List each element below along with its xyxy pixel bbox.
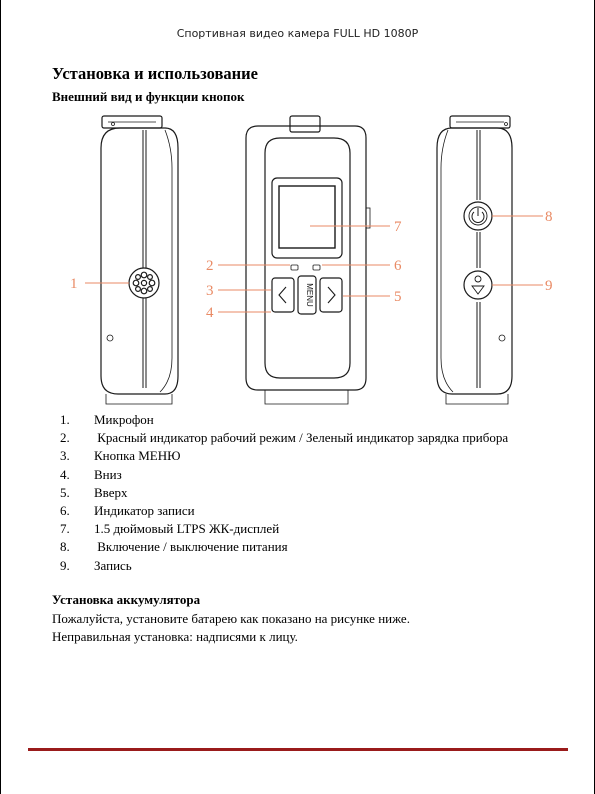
- list-item: 9. Запись: [60, 557, 132, 573]
- callout-7: 7: [394, 219, 402, 235]
- list-item: 7. 1.5 дюймовый LTPS ЖК-дисплей: [60, 521, 280, 537]
- button-function-list: [60, 411, 508, 575]
- callout-3: 3: [206, 283, 214, 299]
- callout-1: 1: [70, 276, 78, 292]
- section-subtitle: Внешний вид и функции кнопок: [52, 89, 245, 104]
- menu-button-label: MENU: [305, 283, 314, 307]
- battery-section-title: Установка аккумулятора: [52, 592, 201, 607]
- camera-left-side-view: [101, 116, 178, 404]
- list-item: 3. Кнопка МЕНЮ: [60, 448, 181, 464]
- section-title: Установка и использование: [52, 64, 258, 83]
- callout-5: 5: [394, 289, 402, 305]
- camera-drawing: [0, 108, 595, 408]
- callout-8: 8: [545, 209, 553, 225]
- record-button-icon: [464, 271, 492, 299]
- battery-instruction: Пожалуйста, установите батарею как показано на рисунке ниже.: [52, 611, 410, 626]
- callout-2: 2: [206, 258, 214, 274]
- list-item: 8. Включение / выключение питания: [60, 539, 288, 555]
- page-header: Спортивная видео камера FULL HD 1080P: [176, 27, 419, 40]
- camera-figure: [0, 108, 595, 408]
- callout-6: 6: [394, 258, 402, 274]
- list-item: 5. Вверх: [60, 484, 128, 500]
- camera-front-view: [246, 116, 370, 404]
- list-item: 6. Индикатор записи: [60, 502, 195, 518]
- down-button: [272, 278, 294, 312]
- up-button: [320, 278, 342, 312]
- microphone-icon: [129, 268, 159, 298]
- camera-right-side-view: [437, 116, 512, 404]
- footer-rule: [28, 748, 568, 751]
- battery-warning: Неправильная установка: надписями к лицу.: [52, 629, 298, 644]
- power-button-icon: [464, 202, 492, 230]
- callout-9: 9: [545, 278, 553, 294]
- list-item: 4. Вниз: [60, 466, 122, 482]
- list-item: 2. Красный индикатор рабочий режим / Зеленый индикатор зарядка прибора: [60, 430, 509, 446]
- list-item: 1. Микрофон: [60, 412, 154, 427]
- menu-button: [298, 276, 316, 314]
- callout-4: 4: [206, 305, 214, 321]
